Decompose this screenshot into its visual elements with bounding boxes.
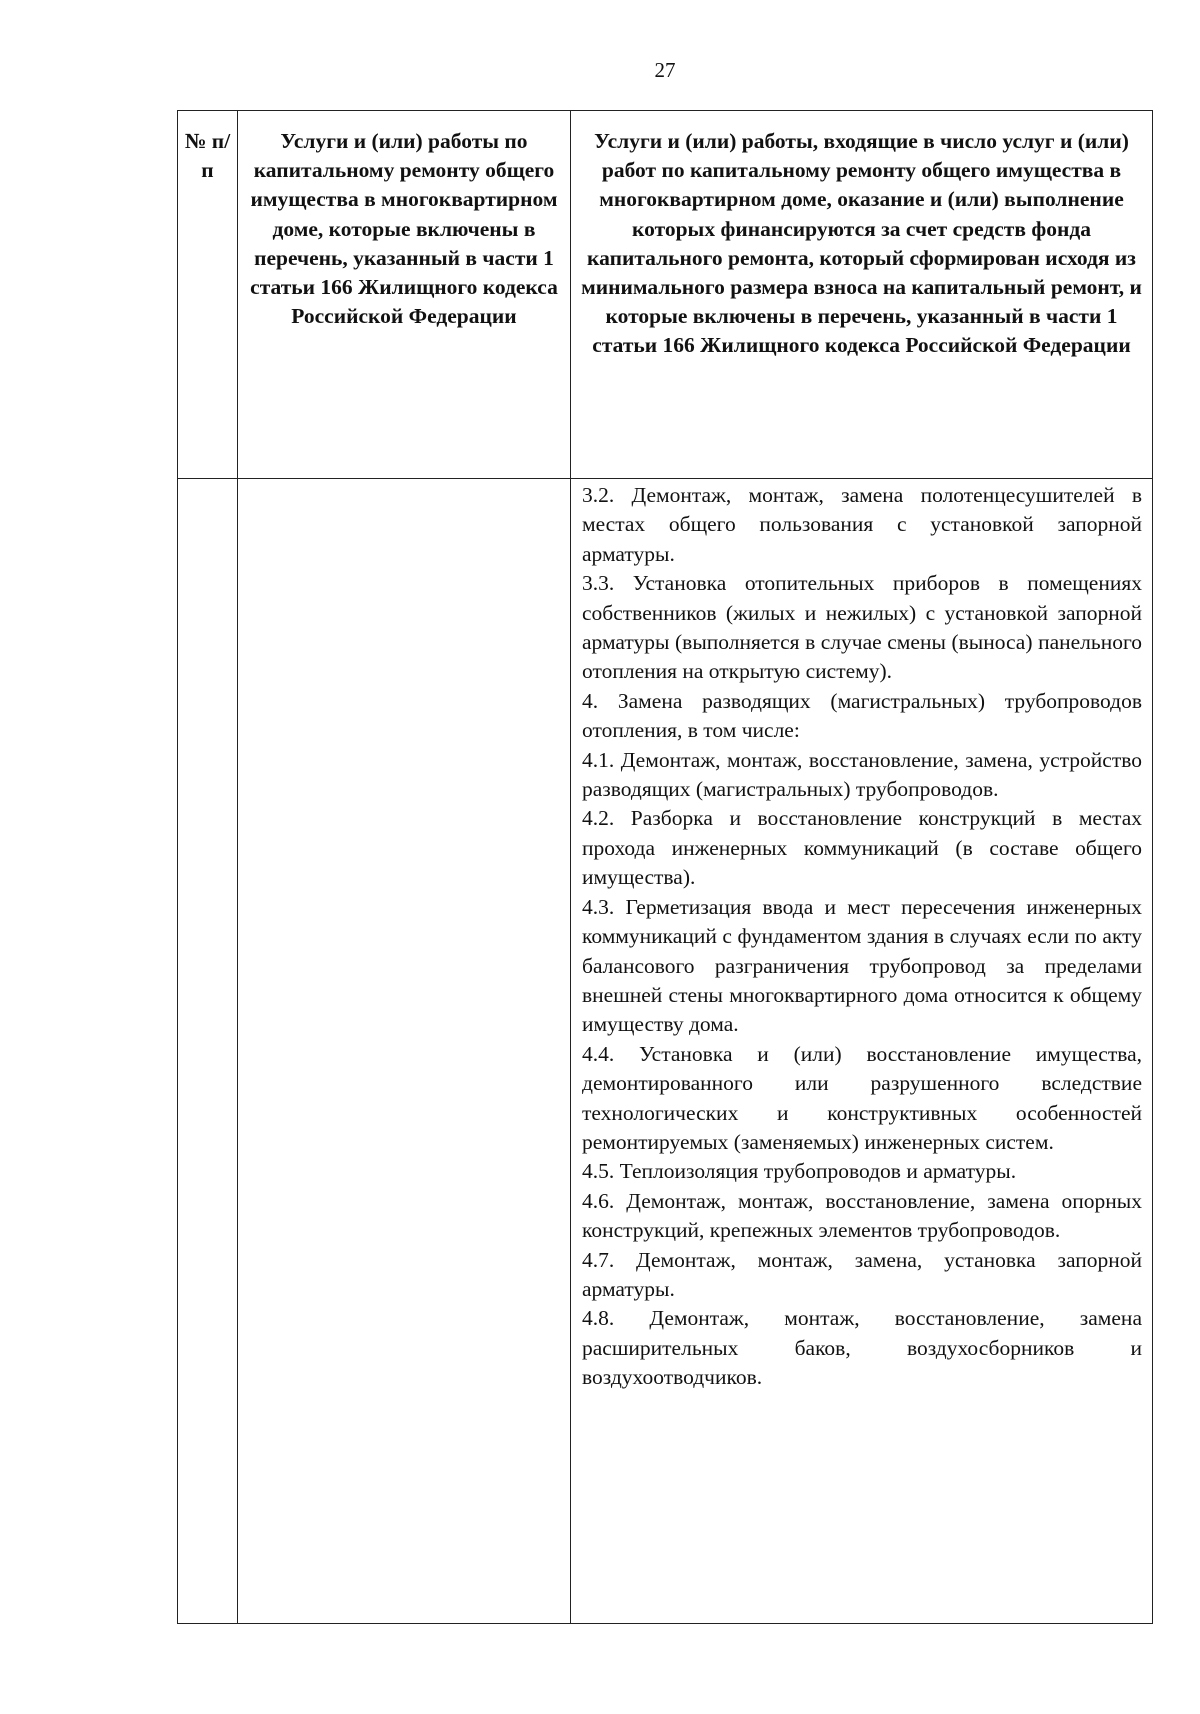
work-item-4-2: 4.2. Разборка и восстановление конструкций в местах прохода инженерных коммуникаций (в составе общего имущества).	[582, 806, 1142, 890]
header-num-text: № п/п	[184, 129, 231, 183]
work-item-3-2: 3.2. Демонтаж, монтаж, замена полотенцесушителей в местах общего пользования с установкой запорной арматуры.	[582, 483, 1142, 566]
work-item-4-3: 4.3. Герметизация ввода и мест пересечения инженерных коммуникаций с фундаментом здания в случаях если по акту балансового разграничения трубопровод за пределами внешней стены многоквартирного дома относится к общему имуществу дома.	[582, 894, 1142, 1037]
work-item-4-5: 4.5. Теплоизоляция трубопроводов и арматуры.	[582, 1159, 1017, 1184]
work-item-4-8: 4.8. Демонтаж, монтаж, восстановление, замена расширительных баков, воздухосборников и воздухоотводчиков.	[582, 1306, 1142, 1390]
table-row	[178, 479, 1153, 1624]
capital-repair-table	[177, 110, 1153, 1624]
page-number: 27	[654, 58, 676, 82]
work-item-4: 4. Замена разводящих (магистральных) трубопроводов отопления, в том числе:	[582, 688, 1142, 743]
row-num-cell	[178, 479, 238, 1624]
work-item-4-7: 4.7. Демонтаж, монтаж, замена, установка запорной арматуры.	[582, 1247, 1142, 1301]
row-works-cell	[571, 479, 1153, 1624]
work-item-4-1: 4.1. Демонтаж, монтаж, восстановление, замена, устройство разводящих (магистральных) трубопроводов.	[582, 747, 1142, 802]
header-services-text: Услуги и (или) работы по капитальному ремонту общего имущества в многоквартирном доме, которые включены в перечень, указанный в части 1 статьи 166 Жилищного кодекса Российской Федерации	[250, 129, 558, 329]
header-num	[178, 111, 238, 479]
header-works-text: Услуги и (или) работы, входящие в число услуг и (или) работ по капитальному ремонту общего имущества в многоквартирном доме, оказание и (или) выполнение которых финансируются за счет средств фонда капитального ремонта, который сформирован исходя из минимального размера взноса на капитальный ремонт, и которые включены в перечень, указанный в части 1 статьи 166 Жилищного кодекса Российской Федерации	[581, 129, 1142, 358]
work-item-4-4: 4.4. Установка и (или) восстановление имущества, демонтированного или разрушенного вследствие технологических и конструктивных особенностей ремонтируемых (заменяемых) инженерных систем.	[582, 1041, 1142, 1154]
work-item-3-3: 3.3. Установка отопительных приборов в помещениях собственников (жилых и нежилых) с установкой запорной арматуры (выполняется в случае смены (выноса) панельного отопления на открытую систему).	[582, 571, 1142, 684]
header-services	[238, 111, 571, 479]
work-item-4-6: 4.6. Демонтаж, монтаж, восстановление, замена опорных конструкций, крепежных элементов трубопроводов.	[582, 1188, 1142, 1243]
row-service-cell	[238, 479, 571, 1624]
table-header-row	[178, 111, 1153, 479]
works-list	[571, 479, 1152, 1393]
header-works	[571, 111, 1153, 479]
